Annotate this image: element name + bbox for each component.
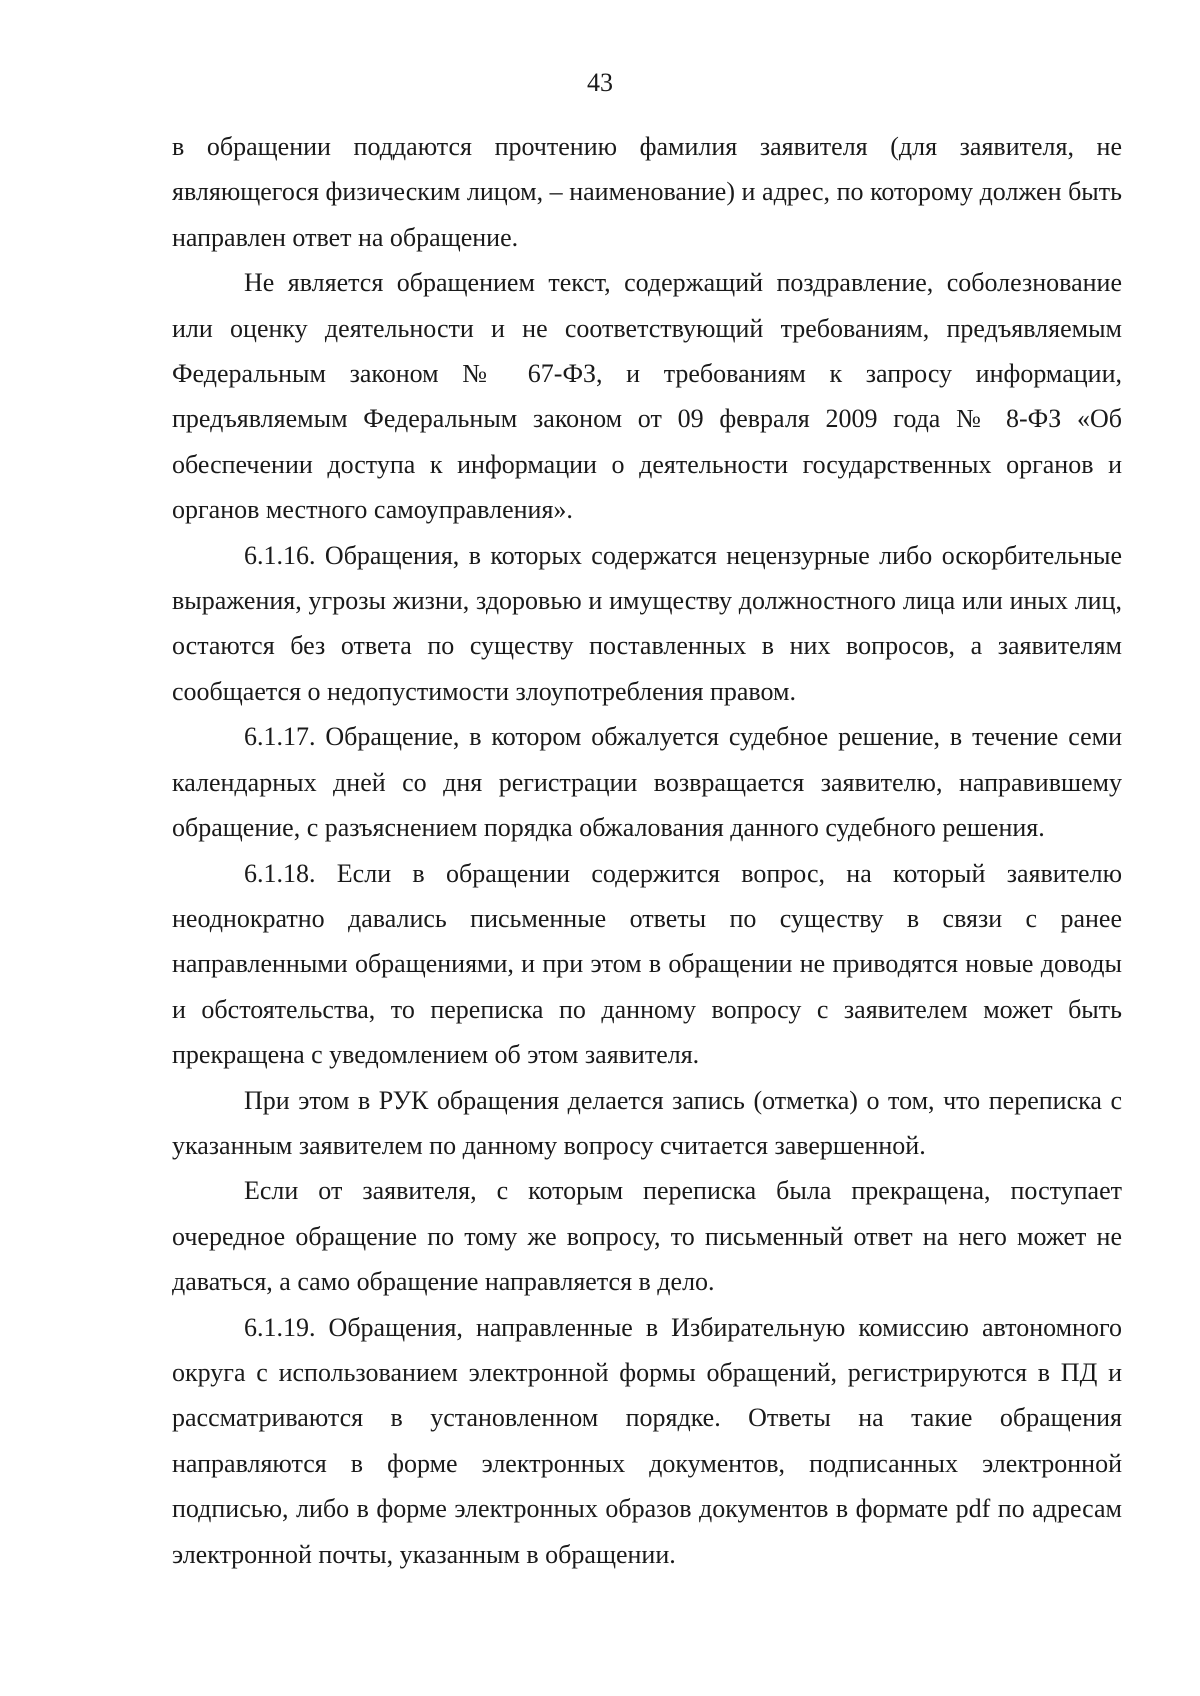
paragraph-ruk-record: При этом в РУК обращения делается запись (отметка) о том, что переписка с указанным заявителем по данному вопросу считается завершенной. xyxy=(172,1085,1122,1160)
paragraph-6-1-17: 6.1.17. Обращение, в котором обжалуется судебное решение, в течение семи календарных дней со дня регистрации возвращается заявителю, направившему обращение, с разъяснением порядка обжалования данного судебного решения. xyxy=(172,722,1122,843)
document-body xyxy=(172,124,1122,1577)
paragraph-6-1-18: 6.1.18. Если в обращении содержится вопрос, на который заявителю неоднократно давались письменные ответы по существу в связи с ранее направленными обращениями, и при этом в обращении не приводятся новые доводы и обстоятельства, то переписка по данному вопросу с заявителем может быть прекращена с уведомлением об этом заявителя. xyxy=(172,858,1122,1070)
page-number: 43 xyxy=(587,68,613,97)
paragraph-not-an-appeal: Не является обращением текст, содержащий поздравление, соболезнование или оценку деятельности и не соответствующий требованиям, предъявляемым Федеральным законом № 67-ФЗ, и требованиям к запросу информации, предъявляемым Федеральным законом от 09 февраля 2009 года № 8-ФЗ «Об обеспечении доступа к информации о деятельности государственных органов и органов местного самоуправления». xyxy=(172,268,1122,525)
paragraph-repeated-appeal: Если от заявителя, с которым переписка была прекращена, поступает очередное обращение по тому же вопросу, то письменный ответ на него может не даваться, а само обращение направляется в дело. xyxy=(172,1176,1122,1297)
paragraph-6-1-19: 6.1.19. Обращения, направленные в Избирательную комиссию автономного округа с использованием электронной формы обращений, регистрируются в ПД и рассматриваются в установленном порядке. Ответы на такие обращения направляются в форме электронных документов, подписанных электронной подписью, либо в форме электронных образов документов в формате pdf по адресам электронной почты, указанным в обращении. xyxy=(172,1312,1122,1569)
paragraph-continuation: в обращении поддаются прочтению фамилия заявителя (для заявителя, не являющегося физическим лицом, – наименование) и адрес, по которому должен быть направлен ответ на обращение. xyxy=(172,132,1122,252)
paragraph-6-1-16: 6.1.16. Обращения, в которых содержатся нецензурные либо оскорбительные выражения, угрозы жизни, здоровью и имуществу должностного лица или иных лиц, остаются без ответа по существу поставленных в них вопросов, а заявителям сообщается о недопустимости злоупотребления правом. xyxy=(172,540,1122,706)
